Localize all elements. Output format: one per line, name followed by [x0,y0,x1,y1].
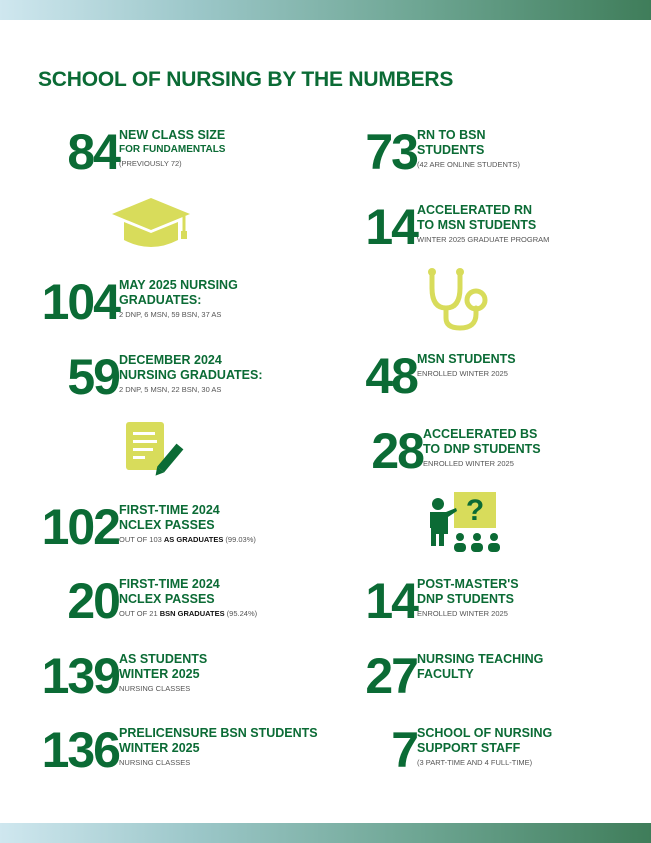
stat-note: ENROLLED WINTER 2025 [417,609,508,618]
stat-label-line1: RN TO BSN [417,128,486,142]
stat-label-line2: NURSING GRADUATES: [119,368,263,382]
page-title: SCHOOL OF NURSING BY THE NUMBERS [38,68,454,91]
stat-note: OUT OF 21 BSN GRADUATES (95.24%) [119,609,258,618]
stat-note: (3 PART-TIME AND 4 FULL-TIME) [417,758,533,767]
stat-note: ENROLLED WINTER 2025 [417,369,508,378]
stat-number: 59 [67,349,119,405]
stat-label-line1: POST-MASTER'S [417,577,519,591]
top-gradient-band [0,0,651,20]
stat-label-line1: MAY 2025 NURSING [119,278,238,292]
stat-label-line1: NURSING TEACHING [417,652,544,666]
stat-note: ENROLLED WINTER 2025 [423,459,514,468]
teacher-question-icon [426,490,502,554]
stat-note: 2 DNP, 6 MSN, 59 BSN, 37 AS [119,310,222,319]
stat-number: 27 [365,648,417,704]
stat-number: 20 [67,573,119,629]
stat-number: 136 [41,722,119,778]
stat-number: 139 [41,648,119,704]
stat-label-line1: AS STUDENTS [119,652,208,666]
stethoscope-icon [422,266,492,332]
stat-note: WINTER 2025 GRADUATE PROGRAM [417,235,550,244]
stat-label-line2: FOR FUNDAMENTALS [119,144,226,155]
stat-note: NURSING CLASSES [119,758,191,767]
graduation-cap-icon [110,196,192,250]
stat-label-line2: DNP STUDENTS [417,592,515,606]
stat-label-line1: DECEMBER 2024 [119,353,222,367]
stat-label-line2: GRADUATES: [119,293,202,307]
stat-number: 7 [391,722,417,778]
stat-number: 14 [365,199,417,255]
stat-label-line2: FACULTY [417,667,474,681]
stat-number: 73 [365,124,417,180]
stat-number: 104 [41,274,119,330]
stat-label-line1: NEW CLASS SIZE [119,128,226,142]
svg-text:?: ? [465,494,485,527]
stat-note: (PREVIOUSLY 72) [119,159,182,168]
stat-label-line1: SCHOOL OF NURSING [417,726,553,740]
stat-label-line1: MSN STUDENTS [417,352,516,366]
stat-note: (42 ARE ONLINE STUDENTS) [417,160,520,169]
stat-label-line1: PRELICENSURE BSN STUDENTS [119,726,318,740]
stat-label-line1: ACCELERATED RN [417,203,533,217]
stat-label-line2: NCLEX PASSES [119,518,215,532]
stat-label-line2: NCLEX PASSES [119,592,215,606]
clipboard-pencil-icon [124,420,186,480]
stat-number: 84 [67,124,119,180]
stat-label-line1: ACCELERATED BS [423,427,538,441]
stat-label-line2: WINTER 2025 [119,667,200,681]
stat-label-line1: FIRST-TIME 2024 [119,503,220,517]
bottom-gradient-band [0,823,651,843]
stat-label-line2: TO DNP STUDENTS [423,442,541,456]
stat-label-line2: TO MSN STUDENTS [417,218,537,232]
stat-label-line2: SUPPORT STAFF [417,741,521,755]
stat-label-line2: WINTER 2025 [119,741,200,755]
stat-label-line2: STUDENTS [417,143,485,157]
stat-number: 48 [365,348,417,404]
stat-label-line1: FIRST-TIME 2024 [119,577,220,591]
stat-note: 2 DNP, 5 MSN, 22 BSN, 30 AS [119,385,222,394]
stat-note: NURSING CLASSES [119,684,191,693]
stat-note: OUT OF 103 AS GRADUATES (99.03%) [119,535,256,544]
stat-number: 102 [41,499,119,555]
stat-number: 14 [365,573,417,629]
stat-number: 28 [371,423,423,479]
